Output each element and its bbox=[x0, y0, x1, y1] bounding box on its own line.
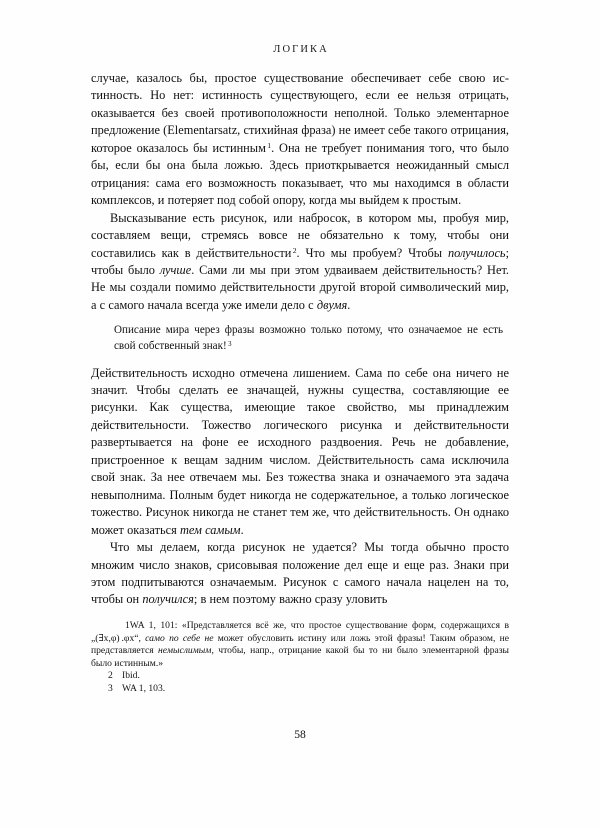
block-quote bbox=[91, 323, 509, 354]
footnote-1 bbox=[91, 620, 509, 670]
footnote-area bbox=[91, 620, 509, 696]
body-text-column bbox=[91, 70, 509, 609]
page-number: 58 bbox=[294, 728, 306, 741]
footnote-3-text: WA 1, 103. bbox=[122, 683, 166, 695]
footnote-2-text: Ibid. bbox=[122, 670, 140, 682]
footnote-2-marker: 2 bbox=[108, 670, 113, 682]
footnote-1-text: WA 1, 101: «Представляется всё же, что простое существование форм, содержащихся в „(∃x,φ) .φx“, само по себе не может обусловить истину или ложь этой фразы! Таким образом, не представляется немыслимым, чтобы, напр., отрицание какой бы то ни было элементарной фразы было истинным.» bbox=[91, 620, 509, 669]
paragraph-4: Что мы делаем, когда рисунок не удается? Мы тогда обычно просто множим число знаков, срисовывая положение дел еще и еще раз. Знаки при этом подпитываются означаемым. Рисунок с самого начала нацелен на то, чтобы он получился; в нем поэтому важно сразу уловить bbox=[91, 540, 509, 607]
paragraph-2: Высказывание есть рисунок, или набросок, в котором мы, пробуя мир, составляем вещи, стремясь вовсе не обязательно к тому, чтобы они составились как в действительности$^2$. Что мы пробуем? Чтобы получилось; чтобы было лучше. Сами ли мы при этом удваиваем действительность? Нет. Не мы создали помимо действительности другой второй символический мир, а с самого начала всегда уже имели дело с двумя. bbox=[91, 210, 509, 312]
footnote-3 bbox=[91, 683, 509, 696]
block-quote-text: Описание мира через фразы возможно только потому, что означаемое не есть свой собственный знак!$^3$ bbox=[114, 324, 503, 352]
footnote-3-marker: 3 bbox=[108, 683, 113, 695]
paragraph-3: Действительность исходно отмечена лишением. Сама по себе она ничего не значит. Чтобы сделать ее значащей, нужны существа, составляющие ее рисунки. Как существа, имеющие такое свойство, мы принадлежим действительности. Тожество логического рисунка и действительности развертывается на фоне ее исходного раздвоения. Речь не добавление, пристроенное к вещам задним числом. Действительность сама исключила свой знак. За нее отвечаем мы. Без тожества знака и означаемого эта задача невыполнима. Полным будет никогда не содержательное, а только логическое тожество. Рисунок никогда не станет тем же, что действительность. Он однако может оказаться тем самым. bbox=[91, 365, 509, 537]
footnote-1-marker: 1 bbox=[125, 620, 130, 631]
running-head: ЛОГИКА bbox=[273, 44, 329, 55]
paragraph-1: случае, казалось бы, простое существование обеспечивает себе свою истинность. Но нет: истинность существующего, если ее нельзя отрицать, оказывается без своей противоположности неполной. Только элементарное предложение (Elementarsatz, стихийная фраза) не имеет себе такого отрицания, которое оказалось бы истинным$^1$. Она не требует понимания того, что было бы, если бы она была ложью. Здесь приоткрывается неожиданный смысл отрицания: сама его возможность показывает, что мы находимся в области комплексов, и потеряет под собой опору, когда мы выйдем к простым. bbox=[91, 71, 509, 208]
footnote-2 bbox=[91, 670, 509, 683]
